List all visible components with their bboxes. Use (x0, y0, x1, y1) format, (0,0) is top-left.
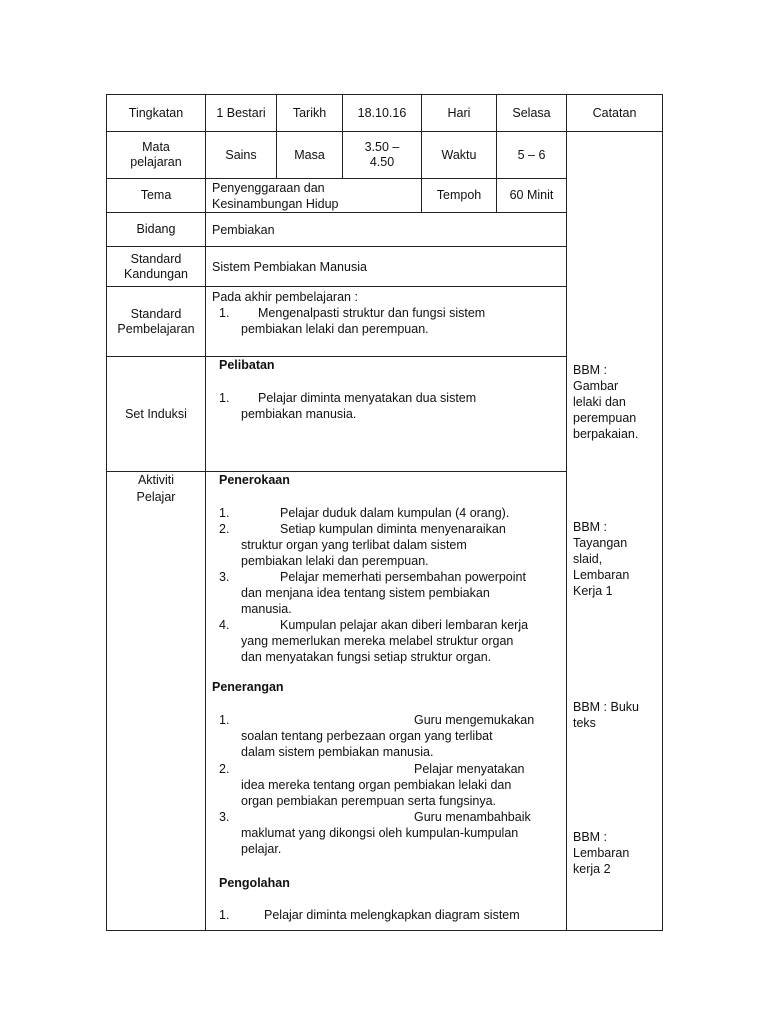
catatan-header-cell (566, 94, 663, 132)
tema-value-cell (205, 178, 422, 213)
penerokaan-item3-line1: Pelajar memerhati persembahan powerpoint (280, 570, 526, 584)
penerangan-item3-line1: Guru menambahbaik (414, 810, 531, 824)
pengolahan-item1-line1: Pelajar diminta melengkapkan diagram sistem (264, 908, 520, 922)
catatan-label: Catatan (592, 105, 637, 120)
tarikh-label-cell (276, 94, 343, 132)
tarikh-value-cell (342, 94, 422, 132)
masa-label: Masa (294, 147, 325, 162)
bbm1-line4: perempuan (573, 411, 637, 425)
sp-item-line2: pembiakan lelaki dan perempuan. (241, 322, 429, 336)
penerokaan-num-2: 2. (219, 522, 230, 536)
waktu-label: Waktu (441, 147, 477, 162)
bbm4-line3: kerja 2 (573, 862, 611, 876)
tarikh-value: 18.10.16 (357, 105, 407, 120)
penerangan-item3-line2: maklumat yang dikongsi oleh kumpulan-kumpulan (241, 826, 519, 840)
penerokaan-item4-line3: dan menyatakan fungsi setiap struktur organ. (241, 650, 492, 664)
bbm-lembaran-note (573, 829, 629, 877)
tingkatan-value-cell (205, 94, 277, 132)
aktiviti-label-line1: Aktiviti (137, 473, 175, 487)
penerangan-item1-line3: dalam sistem pembiakan manusia. (241, 745, 434, 759)
catatan-column-cell (566, 131, 663, 931)
tingkatan-label: Tingkatan (128, 105, 184, 120)
set-induksi-content-cell (205, 356, 567, 472)
penerokaan-item1-line1: Pelajar duduk dalam kumpulan (4 orang). (280, 506, 510, 520)
aktiviti-label-cell (106, 471, 206, 931)
mata-pelajaran-value-cell (205, 131, 277, 179)
penerokaan-item3-line2: dan menjana idea tentang sistem pembiakan (241, 586, 490, 600)
penerokaan-item2-line1: Setiap kumpulan diminta menyenaraikan (280, 522, 506, 536)
aktiviti-content-cell (205, 471, 567, 931)
waktu-value-cell (496, 131, 567, 179)
pengolahan-heading: Pengolahan (219, 876, 290, 890)
bidang-value-cell (205, 212, 567, 247)
hari-value-cell (496, 94, 567, 132)
penerokaan-item4-line1: Kumpulan pelajar akan diberi lembaran kerja (280, 618, 529, 632)
mata-label-line2: pelajaran (130, 155, 182, 169)
bbm3-line2: teks (573, 716, 596, 730)
pelibatan-item-number: 1. (219, 391, 230, 405)
masa-label-cell (276, 131, 343, 179)
set-induksi-label: Set Induksi (125, 406, 187, 421)
standard-kandungan-label-cell (106, 246, 206, 287)
standard-kandungan-value: Sistem Pembiakan Manusia (212, 259, 367, 274)
bbm4-line1: BBM : (573, 830, 608, 844)
aktiviti-label-line2: Pelajar (136, 490, 176, 504)
sp-intro: Pada akhir pembelajaran : (212, 290, 358, 304)
penerangan-item1-line2: soalan tentang perbezaan organ yang terlibat (241, 729, 493, 743)
set-induksi-label-cell (106, 356, 206, 472)
standard-pembelajaran-label-cell (106, 286, 206, 357)
bbm1-line3: lelaki dan (573, 395, 626, 409)
tempoh-label-cell (421, 178, 497, 213)
standard-pembelajaran-value-cell (205, 286, 567, 357)
tema-value-line2: Kesinambungan Hidup (212, 197, 339, 211)
pengolahan-num-1: 1. (219, 908, 230, 922)
bidang-label: Bidang (136, 222, 176, 236)
penerokaan-num-4: 4. (219, 618, 230, 632)
bbm1-line2: Gambar (573, 379, 619, 393)
sp-label-line2: Pembelajaran (117, 321, 195, 336)
bbm1-line1: BBM : (573, 363, 608, 377)
hari-label: Hari (447, 105, 471, 120)
penerangan-item2-line2: idea mereka tentang organ pembiakan lelaki dan (241, 778, 512, 792)
tingkatan-label-cell (106, 94, 206, 132)
penerangan-item1-line1: Guru mengemukakan (414, 713, 535, 727)
mata-label-line1: Mata (142, 140, 170, 154)
tempoh-value: 60 Minit (509, 188, 554, 202)
bidang-value: Pembiakan (212, 222, 275, 237)
masa-value-cell (342, 131, 422, 179)
mata-pelajaran-value: Sains (225, 147, 257, 162)
penerokaan-num-1: 1. (219, 506, 230, 520)
tema-value-line1: Penyenggaraan dan (212, 181, 325, 195)
tema-label-cell (106, 178, 206, 213)
penerangan-item3-line3: pelajar. (241, 842, 282, 856)
bbm1-line5: berpakaian. (573, 427, 639, 441)
masa-value-line1: 3.50 – (364, 140, 400, 154)
pelibatan-heading: Pelibatan (219, 358, 275, 372)
penerokaan-item2-line3: pembiakan lelaki dan perempuan. (241, 554, 429, 568)
waktu-value: 5 – 6 (517, 147, 546, 162)
pelibatan-item-line2: pembiakan manusia. (241, 407, 357, 421)
bbm2-line5: Kerja 1 (573, 584, 613, 598)
penerangan-heading: Penerangan (212, 680, 284, 694)
penerangan-num-3: 3. (219, 810, 230, 824)
penerokaan-heading: Penerokaan (219, 473, 290, 487)
penerangan-num-2: 2. (219, 762, 230, 776)
bbm2-line2: Tayangan (573, 536, 628, 550)
standard-kandungan-value-cell (205, 246, 567, 287)
tarikh-label: Tarikh (292, 105, 327, 120)
sk-label-line1: Standard (130, 251, 182, 266)
sp-label-line1: Standard (130, 306, 182, 321)
bbm2-line3: slaid, (573, 552, 603, 566)
bbm2-line4: Lembaran (573, 568, 630, 582)
penerangan-item2-line1: Pelajar menyatakan (414, 762, 525, 776)
tempoh-value-cell (496, 178, 567, 213)
tingkatan-value: 1 Bestari (216, 105, 266, 120)
sp-item-line1: Mengenalpasti struktur dan fungsi sistem (258, 306, 486, 320)
hari-label-cell (421, 94, 497, 132)
bbm4-line2: Lembaran (573, 846, 630, 860)
penerokaan-item2-line2: struktur organ yang terlibat dalam sistem (241, 538, 467, 552)
sk-label-line2: Kandungan (124, 266, 188, 281)
bbm-buku-note (573, 699, 639, 731)
penerokaan-item4-line2: yang memerlukan mereka melabel struktur organ (241, 634, 514, 648)
bbm3-line1: BBM : Buku (573, 700, 639, 714)
mata-pelajaran-label-cell (106, 131, 206, 179)
hari-value: Selasa (512, 105, 551, 120)
lesson-plan-table (106, 94, 663, 931)
tempoh-label: Tempoh (436, 188, 482, 202)
bbm2-line1: BBM : (573, 520, 608, 534)
bidang-label-cell (106, 212, 206, 247)
waktu-label-cell (421, 131, 497, 179)
penerokaan-num-3: 3. (219, 570, 230, 584)
penerangan-item2-line3: organ pembiakan perempuan serta fungsinya. (241, 794, 497, 808)
penerokaan-item3-line3: manusia. (241, 602, 292, 616)
bbm-gambar-note (573, 362, 638, 442)
pelibatan-item-line1: Pelajar diminta menyatakan dua sistem (258, 391, 477, 405)
masa-value-line2: 4.50 (369, 155, 395, 169)
penerangan-num-1: 1. (219, 713, 230, 727)
tema-label: Tema (140, 188, 172, 202)
bbm-tayangan-note (573, 519, 629, 599)
sp-item-number: 1. (219, 306, 230, 320)
